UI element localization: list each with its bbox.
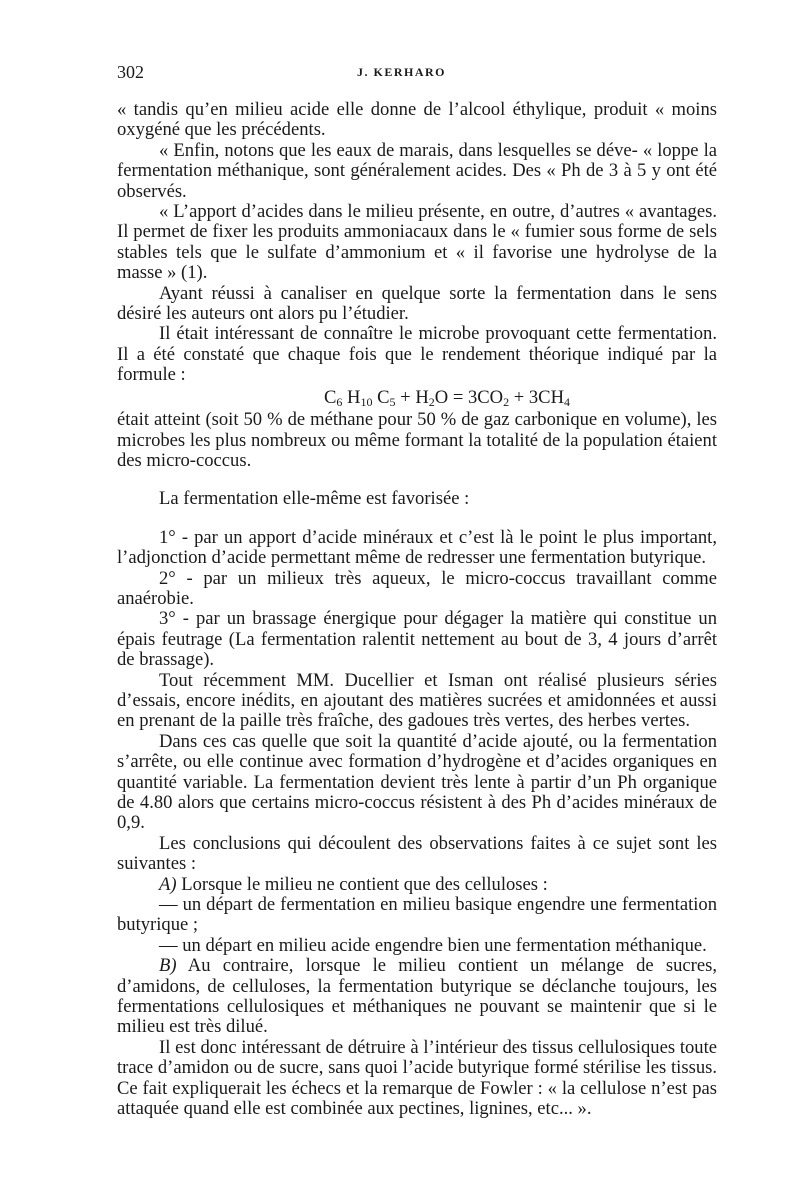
paragraph: Ayant réussi à canaliser en quelque sorte la fermentation dans le sens désiré les auteurs ont alors pu l’étudier. <box>117 282 717 325</box>
chemical-formula: $C_6$ $H_{10}$ $C_5 + H_2O = 3CO_2 + 3CH_4$ <box>323 386 571 409</box>
label-a: A) <box>159 873 177 895</box>
paragraph: Les conclusions qui découlent des observations faites à ce sujet sont les suivantes : <box>117 832 717 875</box>
label-b: B) <box>159 955 177 977</box>
paragraph: Il était intéressant de connaître le microbe provoquant cette fermentation. Il a été constaté que chaque fois que le rendement théorique indiqué par la formule : <box>117 323 717 386</box>
list-item: — un départ en milieu acide engendre bien une fermentation méthanique. <box>159 934 707 956</box>
paragraph: était atteint (soit 50 % de méthane pour 50 % de gaz carbonique en volume), les microbes les plus nombreux ou même formant la totalité de la population étaient des micro-coccus. <box>117 409 717 471</box>
body-text <box>117 100 717 1120</box>
list-item: 3° - par un brassage énergique pour dégager la matière qui constitue un épais feutrage (La fermentation ralentit nettement au bout de 3, 4 jours d’arrêt de brassage). <box>117 608 717 671</box>
paragraph: « Enfin, notons que les eaux de marais, dans lesquelles se déve- « loppe la fermentation méthanique, sont généralement acides. Des « Ph de 3 à 5 y ont été observés. <box>117 139 717 202</box>
conclusion-a: A) Lorsque le milieu ne contient que des celluloses : <box>159 873 548 895</box>
paragraph: Il est donc intéressant de détruire à l’intérieur des tissus cellulosiques toute trace d’amidon ou de sucre, sans quoi l’acide butyrique formé stérilise les tissus. Ce fait expliquerait les échecs et la remarque de Fowler : « la cellulose n’est pas attaquée quand elle est combinée aux pectines, lignines, etc... ». <box>117 1036 717 1120</box>
running-head: J. KERHARO <box>357 65 447 79</box>
page-header <box>117 62 717 86</box>
conclusion-b: B) Au contraire, lorsque le milieu contient un mélange de sucres, d’amidons, de celluloses, la fermentation butyrique se déclanche toujours, les fermentations cellulosiques et méthaniques ne pouvant se maintenir que si le milieu est très dilué. <box>117 955 718 1038</box>
page-number: 302 <box>117 62 144 82</box>
section-lead: La fermentation elle-même est favorisée : <box>159 488 470 510</box>
paragraph: Tout récemment MM. Ducellier et Isman ont réalisé plusieurs séries d’essais, encore inédits, en ajoutant des matières sucrées et amidonnées et aussi en prenant de la paille très fraîche, des gadoues très vertes, des herbes vertes. <box>117 669 717 732</box>
paragraph: « tandis qu’en milieu acide elle donne de l’alcool éthylique, produit « moins oxygéné que les précédents. <box>117 99 717 141</box>
paragraph: Dans ces cas quelle que soit la quantité d’acide ajouté, ou la fermentation s’arrête, ou elle continue avec formation d’hydrogène et d’acides organiques en quantité variable. La fermentation devient très lente à partir d’un Ph organique de 4.80 alors que certains micro-coccus résistent à des Ph d’acides minéraux de 0,9. <box>117 730 717 834</box>
list-item: — un départ de fermentation en milieu basique engendre une fermentation butyrique ; <box>117 894 717 936</box>
list-item: 1° - par un apport d’acide minéraux et c’est là le point le plus important, l’adjonction d’acide permettant même de redresser une fermentation butyrique. <box>117 526 717 569</box>
paragraph: « L’apport d’acides dans le milieu présente, en outre, d’autres « avantages. Il permet de fixer les produits ammoniacaux dans le « fumier sous forme de sels stables tels que le sulfate d’ammonium et « il favorise une hydrolyse de la masse » (1). <box>117 201 717 284</box>
list-item: 2° - par un milieux très aqueux, le micro-coccus travaillant comme anaérobie. <box>117 567 717 609</box>
